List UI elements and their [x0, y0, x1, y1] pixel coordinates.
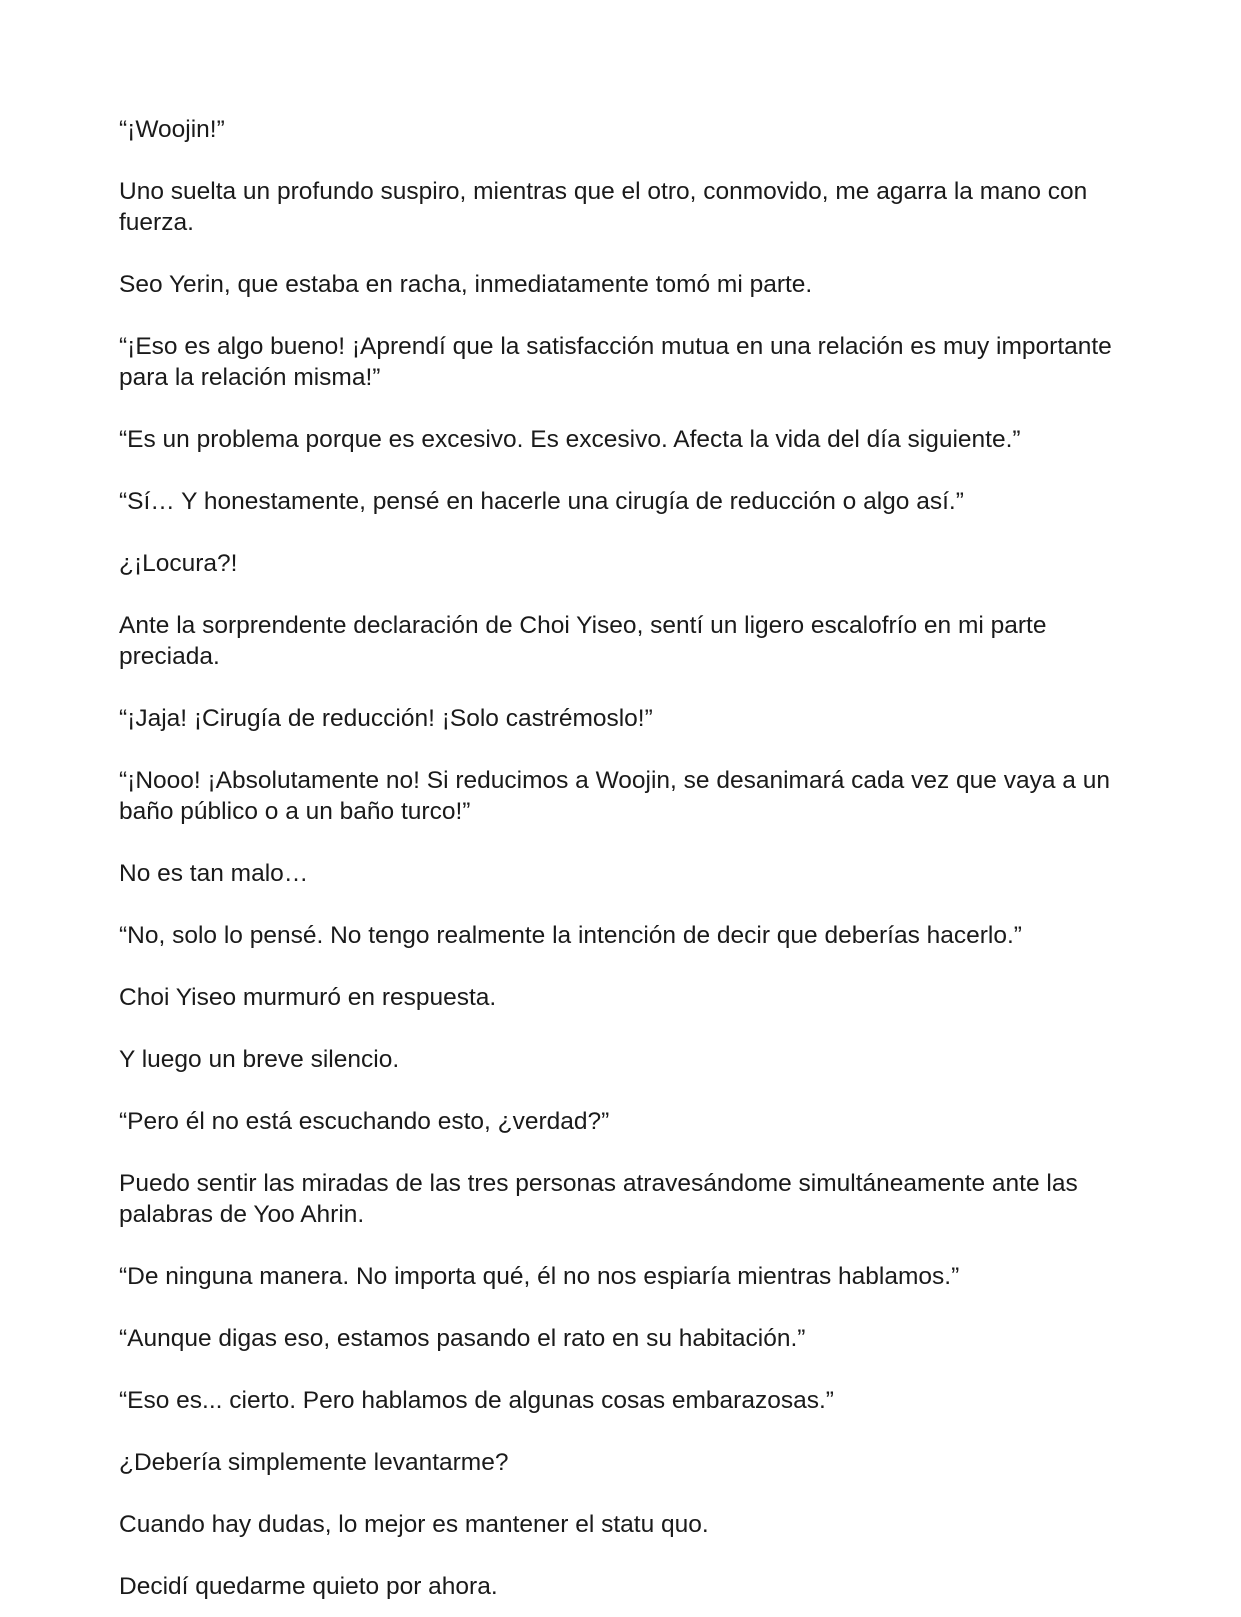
paragraph: Seo Yerin, que estaba en racha, inmediatamente tomó mi parte. [119, 271, 813, 298]
paragraph: ¿¡Locura?! [119, 550, 238, 577]
paragraph: “De ninguna manera. No importa qué, él no nos espiaría mientras hablamos.” [119, 1263, 960, 1290]
paragraph: “¡Nooo! ¡Absolutamente no! Si reducimos a Woojin, se desanimará cada vez que vaya a un baño público o a un baño turco!” [119, 767, 1110, 825]
paragraph: “¡Eso es algo bueno! ¡Aprendí que la satisfacción mutua en una relación es muy importante para la relación misma!” [119, 333, 1112, 391]
paragraph: “No, solo lo pensé. No tengo realmente la intención de decir que deberías hacerlo.” [119, 922, 1022, 949]
paragraph: Puedo sentir las miradas de las tres personas atravesándome simultáneamente ante las palabras de Yoo Ahrin. [119, 1170, 1078, 1228]
paragraph: “¡Jaja! ¡Cirugía de reducción! ¡Solo castrémoslo!” [119, 705, 653, 732]
paragraph: Uno suelta un profundo suspiro, mientras que el otro, conmovido, me agarra la mano con fuerza. [119, 178, 1088, 236]
paragraph: Cuando hay dudas, lo mejor es mantener el statu quo. [119, 1511, 709, 1538]
paragraph: “Sí… Y honestamente, pensé en hacerle una cirugía de reducción o algo así.” [119, 488, 964, 515]
paragraph: “¡Woojin!” [119, 116, 225, 143]
paragraph: “Eso es... cierto. Pero hablamos de algunas cosas embarazosas.” [119, 1387, 834, 1414]
paragraph: Decidí quedarme quieto por ahora. [119, 1573, 498, 1600]
paragraph: Choi Yiseo murmuró en respuesta. [119, 984, 497, 1011]
paragraph: Y luego un breve silencio. [119, 1046, 400, 1073]
paragraph: “Pero él no está escuchando esto, ¿verdad?” [119, 1108, 610, 1135]
paragraph: “Es un problema porque es excesivo. Es excesivo. Afecta la vida del día siguiente.” [119, 426, 1021, 453]
paragraph: Ante la sorprendente declaración de Choi Yiseo, sentí un ligero escalofrío en mi parte preciada. [119, 612, 1047, 670]
paragraph: “Aunque digas eso, estamos pasando el rato en su habitación.” [119, 1325, 806, 1352]
paragraph: No es tan malo… [119, 860, 309, 887]
paragraph: ¿Debería simplemente levantarme? [119, 1449, 509, 1476]
